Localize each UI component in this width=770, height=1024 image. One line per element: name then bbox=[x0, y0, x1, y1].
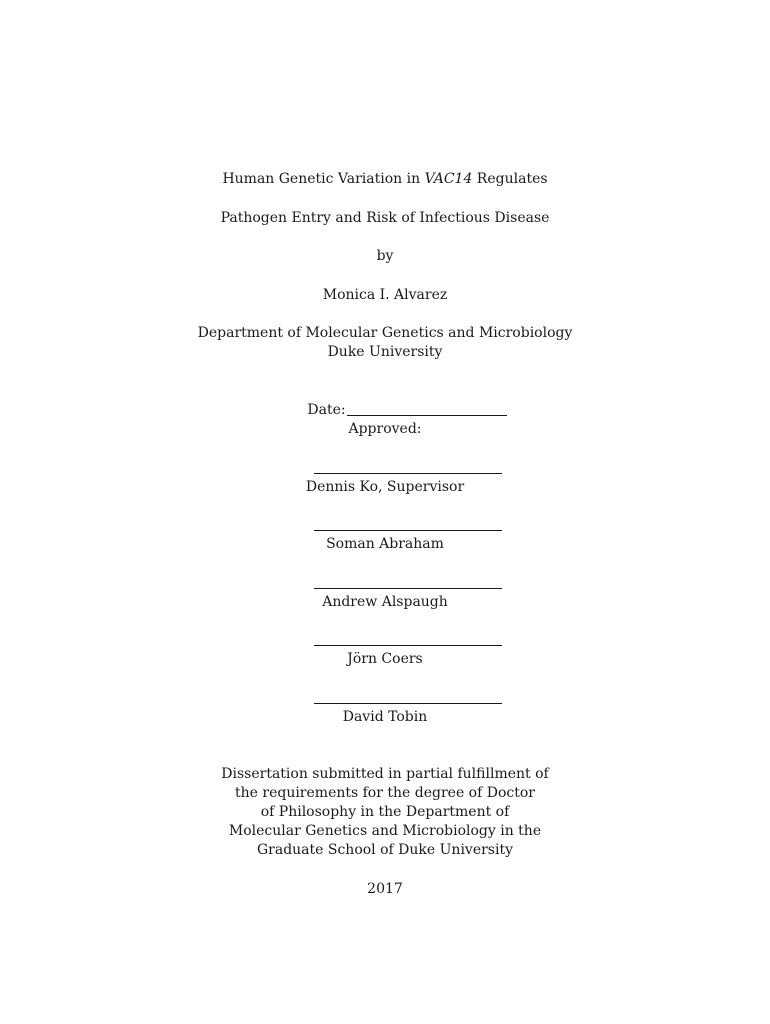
signature-rule bbox=[314, 473, 502, 474]
committee-member: Dennis Ko, Supervisor bbox=[305, 479, 465, 495]
date-label: Date: bbox=[307, 402, 346, 418]
title-text: Human Genetic Variation in bbox=[222, 171, 425, 187]
signature-rule bbox=[314, 530, 502, 531]
committee-member: Andrew Alspaugh bbox=[322, 594, 448, 610]
year: 2017 bbox=[367, 881, 403, 897]
statement-line: Molecular Genetics and Microbiology in the bbox=[228, 823, 542, 839]
approved-label: Approved: bbox=[348, 421, 422, 437]
signature-rule bbox=[314, 588, 502, 589]
committee-member: Soman Abraham bbox=[326, 536, 444, 552]
statement-line: Dissertation submitted in partial fulfillment of bbox=[221, 766, 549, 782]
statement-line: the requirements for the degree of Doctor bbox=[235, 785, 535, 801]
department: Department of Molecular Genetics and Microbiology bbox=[197, 325, 573, 341]
by-label: by bbox=[376, 248, 394, 264]
committee-member: David Tobin bbox=[342, 709, 428, 725]
author-name: Monica I. Alvarez bbox=[322, 287, 448, 303]
title-text-end: Regulates bbox=[472, 171, 548, 187]
signature-rule bbox=[314, 645, 502, 646]
gene-name: VAC14 bbox=[424, 171, 473, 187]
signature-rule bbox=[314, 703, 502, 704]
title-line-2: Pathogen Entry and Risk of Infectious Disease bbox=[220, 210, 550, 226]
date-signature-rule bbox=[347, 415, 507, 416]
committee-member: Jörn Coers bbox=[347, 651, 423, 667]
date-line bbox=[0, 401, 770, 420]
statement-line: Graduate School of Duke University bbox=[256, 842, 514, 858]
title-line-1 bbox=[0, 170, 770, 189]
statement-line: of Philosophy in the Department of bbox=[260, 804, 510, 820]
university: Duke University bbox=[327, 344, 443, 360]
